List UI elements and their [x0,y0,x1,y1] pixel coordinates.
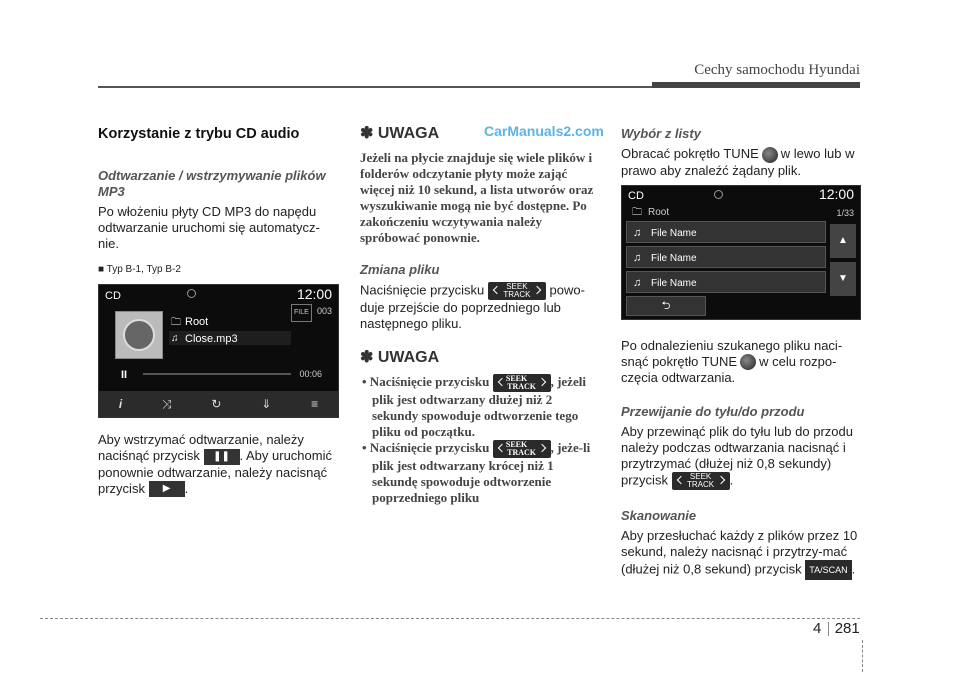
screen-mode: CD [628,189,644,202]
cd-disc-icon [123,319,155,351]
paragraph-tune-rotate: Obracać pokrętło TUNE w lewo lub w prawo aby znaleźć żądany plik. [621,146,855,178]
subheading-list: Wybór z listy [621,126,701,141]
seek-track-button[interactable]: SEEK TRACK [493,374,551,392]
file-list-item[interactable] [626,271,826,293]
music-note-icon: ♫ [633,251,642,264]
file-tag: FILE [291,304,312,322]
subheading-scan: Skanowanie [621,508,697,524]
back-button[interactable]: ⮌ [626,296,706,316]
file-list-item[interactable] [626,246,826,268]
screen-time: 12:00 [818,185,854,202]
paragraph-pause-resume: Aby wstrzymać odtwarzanie, należy naciśnąć przycisk ❚❚ . Aby uruchomić ponownie odtwarzanie, należy nacisnąć przycisk ▶ . [98,432,332,496]
file-name: File Name [651,277,697,289]
cd-list-screen [621,185,861,320]
ta-scan-button[interactable]: TA/SCAN [805,560,851,580]
caution-heading-2: ✽ UWAGA [360,349,440,366]
paragraph-rewind-forward: Aby przewinąć plik do tyłu lub do przodu należy podczas odtwarzania nacisnąć i przytrzymać (dłużej niż 0,8 sekundy) przycisk SEEK TRACK . [621,424,853,490]
caution-bullet-2: • Naciśnięcie przycisku SEEK TRACK , jeże-li plik jest odtwarzany krócej niż 1 sekundę spowoduje odtworzenie poprzedniego pliku [362,440,591,506]
album-art [115,311,163,359]
caution-text-1: Jeżeli na płycie znajduje się wiele plików i folderów odczytanie płyty może zająć więcej niż 10 sekund, a lista utworów oraz wyszukiwanie mogą nie być dostępne. Po zakończeniu wczytywania należy spróbować ponownie. [360,150,594,245]
save-icon[interactable]: ⇓ [261,397,272,411]
elapsed-time: 00:06 [299,369,322,379]
seek-track-button[interactable]: SEEK TRACK [488,282,546,300]
folder-icon: 🗀 [171,317,181,328]
footer-tick [862,640,863,672]
subheading-rewind-forward: Przewijanie do tyłu/do przodu [621,404,805,420]
file-list-item[interactable] [626,221,826,243]
footer-rule [40,618,860,619]
paragraph-autoplay: Po włożeniu płyty CD MP3 do napędu odtwarzanie uruchomi się automatycz-nie. [98,204,320,251]
file-name: File Name [651,252,697,264]
list-icon[interactable]: ≡ [311,397,319,411]
tune-knob-icon[interactable] [762,147,778,163]
cd-play-screen [98,284,339,418]
type-note: ■ Typ B-1, Typ B-2 [98,264,181,275]
page-number: 4 281 [813,620,860,637]
pause-icon[interactable]: II [121,369,128,381]
screen-mode: CD [105,290,121,302]
watermark: CarManuals2.com [484,123,604,139]
paragraph-tune-press: Po odnalezieniu szukanego pliku naci-snąć pokrętło TUNE w celu rozpo-częcia odtwarzania. [621,337,843,386]
seek-track-button[interactable]: SEEK TRACK [493,440,551,458]
shuffle-icon[interactable]: ⤨ [162,397,172,411]
folder-name: Root [185,316,209,328]
folder-name: Root [648,206,670,218]
caution-bullet-1: • Naciśnięcie przycisku SEEK TRACK , jeżeli plik jest odtwarzany dłużej niż 2 sekundy spowoduje odtworzenie tego pliku od początku. [362,374,586,440]
column-3 [621,118,862,590]
scroll-down-button[interactable]: ▼ [830,262,856,296]
screen-time: 12:00 [296,286,332,302]
pause-button[interactable]: ❚❚ [204,449,240,465]
tune-knob-icon[interactable] [740,354,756,370]
subheading-change-file: Zmiana pliku [360,262,440,277]
repeat-icon[interactable]: ↻ [211,397,222,411]
column-1 [98,118,339,507]
info-icon[interactable]: i [118,397,123,411]
header-rule [98,86,652,88]
play-button[interactable]: ▶ [149,481,185,497]
header-title: Cechy samochodu Hyundai [694,62,860,78]
folder-icon: 🗀 [632,206,642,218]
music-note-icon: ♫ [633,226,642,239]
page-indicator: 1/33 [836,207,854,218]
music-note-icon: ♫ [633,276,642,289]
column-2 [360,118,601,506]
disc-icon [714,190,723,199]
file-name: File Name [651,227,697,239]
seek-track-button[interactable]: SEEK TRACK [672,472,730,490]
control-bar [99,391,338,417]
caution-heading-1: ✽ UWAGA [360,125,440,142]
scroll-up-button[interactable]: ▲ [830,224,856,258]
disc-icon [187,289,196,298]
track-name: Close.mp3 [185,333,238,345]
progress-bar[interactable] [143,373,291,375]
file-number: 003 [316,306,332,316]
paragraph-change-file: Naciśnięcie przycisku SEEK TRACK powo-duje przejście do poprzedniego lub następnego pliku. [360,282,585,331]
music-note-icon: ♫ [171,333,179,344]
section-heading: Korzystanie z trybu CD audio [98,126,300,142]
header-accent-bar [652,82,860,88]
subheading-play-pause: Odtwarzanie / wstrzymywanie plików MP3 [98,168,326,199]
paragraph-scan: Aby przesłuchać każdy z plików przez 10 sekund, należy nacisnąć i przytrzy-mać (dłużej niż 0,8 sekund) przycisk TA/SCAN . [621,528,862,580]
